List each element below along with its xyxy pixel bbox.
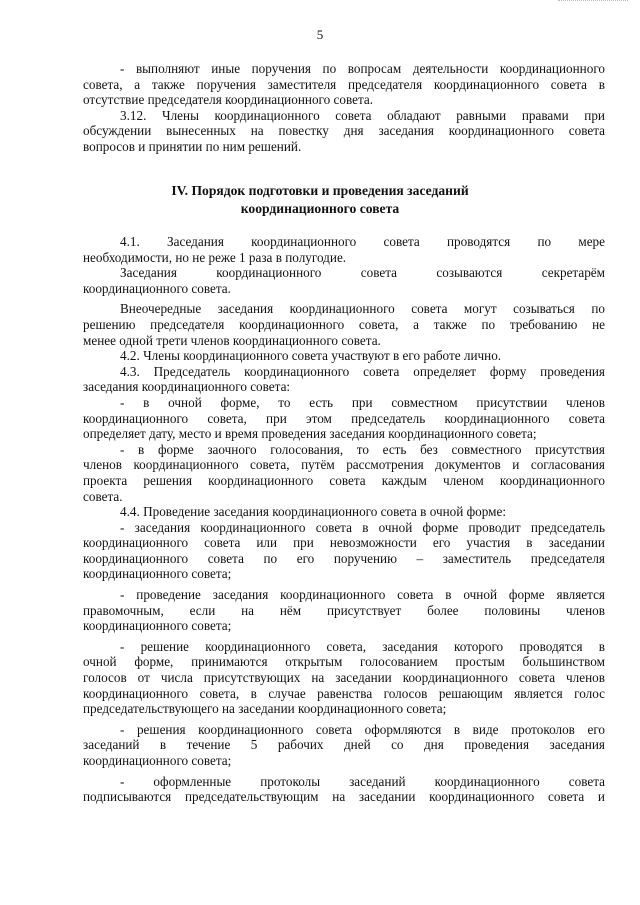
text-line: определяет дату, место и время проведения заседания координационного совета; xyxy=(83,426,537,442)
section-heading-line: IV. Порядок подготовки и проведения заседаний xyxy=(171,183,469,198)
text-line: - решение координационного совета, заседания которого проводятся в xyxy=(120,638,605,654)
text-line: совета, а также поручения заместителя председателя координационного совета в xyxy=(83,76,605,92)
page-number: 5 xyxy=(316,27,324,42)
text-line: координационного совета по его поручению – заместитель председателя xyxy=(83,550,605,566)
text-line: менее одной трети членов координационного совета. xyxy=(83,332,381,348)
text-line: координационного совета; xyxy=(83,618,232,634)
text-line: вопросов и принятии по ним решений. xyxy=(83,138,302,154)
text-line: правомочным, если на нём присутствует более половины членов xyxy=(83,602,605,618)
text-line: Внеочередные заседания координационного совета могут созываться по xyxy=(120,301,605,317)
text-line: очной форме, принимаются открытым голосованием простым большинством xyxy=(83,654,605,670)
text-line: координационного совета, в случае равенства голосов решающим является голос xyxy=(83,685,605,701)
text-line: 4.1. Заседания координационного совета проводятся по мере xyxy=(120,234,605,249)
text-line: координационного совета или при невозможности его участия в заседании xyxy=(83,535,605,551)
text-line: 4.3. Председатель координационного совета определяет форму проведения xyxy=(120,363,605,379)
text-line: 4.2. Члены координационного совета участвуют в его работе лично. xyxy=(120,348,502,364)
section-heading-line: координационного совета xyxy=(240,201,400,216)
text-line: - в очной форме, то есть при совместном присутствии членов xyxy=(120,394,605,410)
text-line: - решения координационного совета оформляются в виде протоколов его xyxy=(120,721,605,737)
text-line: необходимости, но не реже 1 раза в полугодие. xyxy=(83,249,347,265)
text-line: председательствующего на заседании координационного совета; xyxy=(83,701,447,717)
text-line: членов координационного совета, путём рассмотрения документов и согласования xyxy=(83,457,605,473)
text-line: - проведение заседания координационного совета в очной форме является xyxy=(120,587,605,603)
text-line: - оформленные протоколы заседаний координационного совета xyxy=(120,773,605,789)
section-heading xyxy=(0,182,640,218)
section-body xyxy=(83,234,605,805)
top-edge-mark xyxy=(558,0,628,3)
text-line: заседаний в течение 5 рабочих дней со дня проведения заседания xyxy=(83,737,605,753)
text-line: отсутствие председателя координационного совета. xyxy=(83,92,374,108)
text-line: заседания координационного совета: xyxy=(83,379,291,395)
text-line: подписываются председательствующим на заседании координационного совета и xyxy=(83,789,605,805)
text-line: Заседания координационного совета созываются секретарём xyxy=(120,265,605,281)
text-line: 4.4. Проведение заседания координационного совета в очной форме: xyxy=(120,504,506,520)
text-line: координационного совета. xyxy=(83,280,231,296)
text-line: решению председателя координационного совета, а также по требованию не xyxy=(83,316,605,332)
text-line: 3.12. Члены координационного совета обладают равными правами при xyxy=(120,107,605,123)
text-line: голосов от числа присутствующих на заседании координационного совета членов xyxy=(83,670,605,686)
text-line: - в форме заочного голосования, то есть без совместного присутствия xyxy=(120,441,605,457)
text-line: проекта решения координационного совета каждым членом координационного xyxy=(83,472,605,488)
text-line: координационного совета; xyxy=(83,566,232,582)
top-paragraphs xyxy=(83,61,605,155)
text-line: - заседания координационного совета в очной форме проводит председатель xyxy=(120,519,605,535)
text-line: - выполняют иные поручения по вопросам деятельности координационного xyxy=(120,61,605,76)
text-line: обсуждении вынесенных на повестку дня заседания координационного совета xyxy=(83,123,605,139)
text-line: совета. xyxy=(83,488,123,504)
text-line: координационного совета; xyxy=(83,753,232,768)
text-line: координационного совета, при этом председатель координационного совета xyxy=(83,410,605,426)
